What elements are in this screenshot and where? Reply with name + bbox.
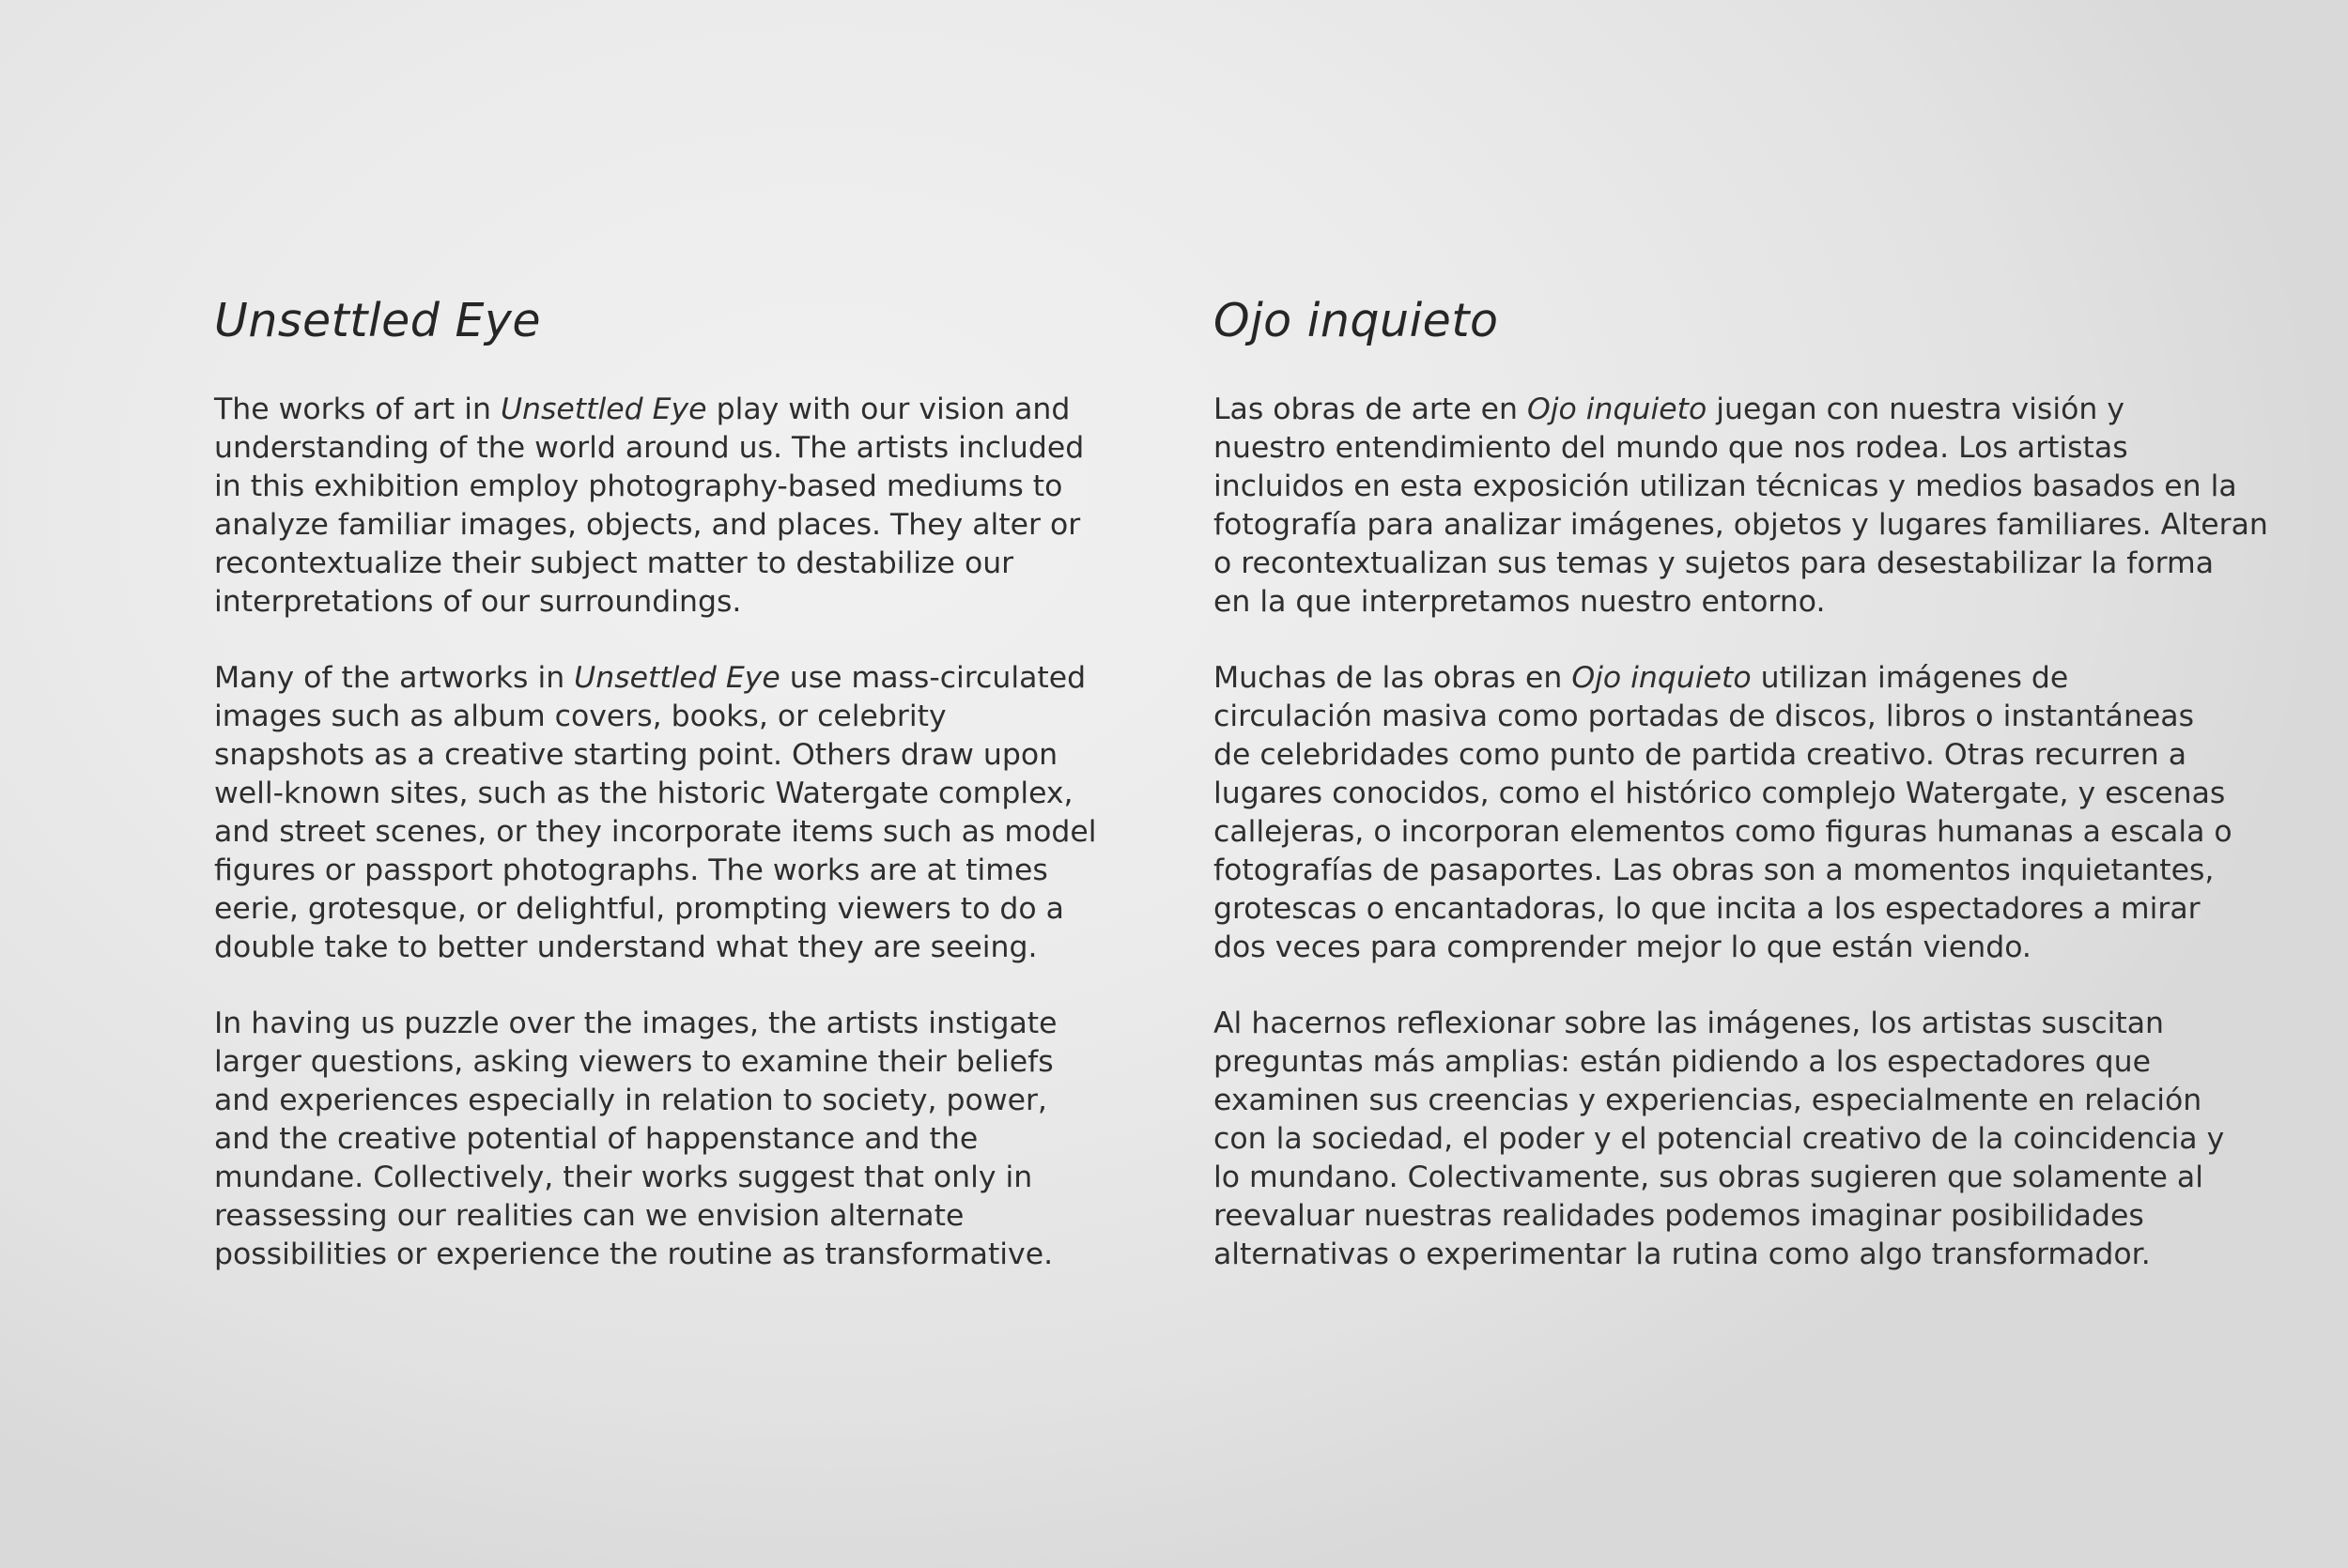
text-line: con la sociedad, el poder y el potencial creativo de la coincidencia y: [1213, 1122, 2225, 1157]
text-line: Al hacernos reflexionar sobre las imágenes, los artistas suscitan: [1213, 1007, 2165, 1041]
text-line: o recontextualizan sus temas y sujetos para desestabilizar la forma: [1213, 546, 2215, 580]
text-line: and the creative potential of happenstance and the: [214, 1122, 979, 1157]
text-line: mundane. Collectively, their works suggest that only in: [214, 1161, 1033, 1195]
text-line: reassessing our realities can we envision alternate: [214, 1199, 965, 1233]
text-line: eerie, grotesque, or delightful, prompting viewers to do a: [214, 891, 1064, 926]
text-line: [1213, 391, 2228, 429]
text-line: fotografías de pasaportes. Las obras son a momentos inquietantes,: [1213, 853, 2215, 887]
line-text: Las obras de arte en: [1213, 392, 1527, 426]
text-line: preguntas más amplias: están pidiendo a los espectadores que: [1213, 1045, 2151, 1080]
spanish-paragraph-3: [1213, 1005, 2228, 1273]
text-line: examinen sus creencias y experiencias, especialmente en relación: [1213, 1084, 2202, 1118]
text-line: reevaluar nuestras realidades podemos imaginar posibilidades: [1213, 1199, 2144, 1233]
text-line: grotescas o encantadoras, lo que incita a los espectadores a mirar: [1213, 891, 2201, 926]
text-line: callejeras, o incorporan elementos como figuras humanas a escala o: [1213, 814, 2232, 849]
english-paragraph-1: [214, 391, 1085, 621]
text-line: double take to better understand what they are seeing.: [214, 930, 1038, 964]
line-text: Many of the artworks in: [214, 661, 575, 696]
text-line: en la que interpretamos nuestro entorno.: [1213, 584, 1826, 619]
line-text: juegan con nuestra visión y: [1707, 392, 2124, 426]
text-line: lugares conocidos, como el histórico complejo Watergate, y escenas: [1213, 776, 2226, 811]
english-title: Unsettled Eye: [214, 294, 542, 347]
text-line: analyze familiar images, objects, and places. They alter or: [214, 507, 1081, 542]
text-line: nuestro entendimiento del mundo que nos rodea. Los artistas: [1213, 430, 2128, 465]
text-line: In having us puzzle over the images, the artists instigate: [214, 1007, 1058, 1041]
spanish-column: [1213, 293, 2268, 1313]
english-column: [214, 293, 1097, 1313]
text-line: snapshots as a creative starting point. Others draw upon: [214, 738, 1058, 773]
text-line: [1213, 659, 2228, 698]
text-line: [214, 391, 1078, 429]
text-line: images such as album covers, books, or celebrity: [214, 699, 947, 734]
line-text: utilizan imágenes de: [1751, 661, 2069, 696]
spanish-title: Ojo inquieto: [1213, 294, 1499, 347]
exhibition-title-italic: Ojo inquieto: [1526, 392, 1707, 426]
line-text: The works of art in: [214, 392, 501, 426]
english-paragraph-3: [214, 1005, 1078, 1273]
text-line: recontextualize their subject matter to destabilize our: [214, 546, 1014, 580]
text-line: dos veces para comprender mejor lo que están viendo.: [1213, 930, 2031, 964]
text-line: and experiences especially in relation to society, power,: [214, 1084, 1047, 1118]
exhibition-title-italic: Unsettled Eye: [500, 392, 707, 426]
english-paragraph-2: [214, 659, 1097, 966]
text-line: well-known sites, such as the historic Watergate complex,: [214, 776, 1074, 811]
text-line: interpretations of our surroundings.: [214, 584, 742, 619]
spanish-paragraph-1: [1213, 391, 2268, 621]
text-line: possibilities or experience the routine as transformative.: [214, 1237, 1054, 1271]
text-line: alternativas o experimentar la rutina como algo transformador.: [1213, 1237, 2151, 1271]
text-line: de celebridades como punto de partida creativo. Otras recurren a: [1213, 738, 2186, 773]
text-line: incluidos en esta exposición utilizan técnicas y medios basados en la: [1213, 469, 2237, 503]
line-text: play with our vision and: [706, 392, 1071, 426]
text-line: lo mundano. Colectivamente, sus obras sugieren que solamente al: [1213, 1161, 2203, 1195]
text-line: fotografía para analizar imágenes, objetos y lugares familiares. Alteran: [1213, 507, 2268, 542]
text-line: circulación masiva como portadas de discos, libros o instantáneas: [1213, 699, 2195, 734]
text-line: and street scenes, or they incorporate items such as model: [214, 814, 1097, 849]
text-line: [214, 659, 1087, 698]
text-line: larger questions, asking viewers to examine their beliefs: [214, 1045, 1054, 1080]
line-text: use mass-circulated: [780, 661, 1087, 696]
text-line: understanding of the world around us. The artists included: [214, 430, 1085, 465]
text-line: figures or passport photographs. The works are at times: [214, 853, 1048, 887]
exhibition-title-italic: Unsettled Eye: [574, 661, 780, 696]
text-line: in this exhibition employ photography-based mediums to: [214, 469, 1063, 503]
line-text: Muchas de las obras en: [1213, 661, 1572, 696]
spanish-paragraph-2: [1213, 659, 2232, 966]
exhibition-title-italic: Ojo inquieto: [1571, 661, 1752, 696]
